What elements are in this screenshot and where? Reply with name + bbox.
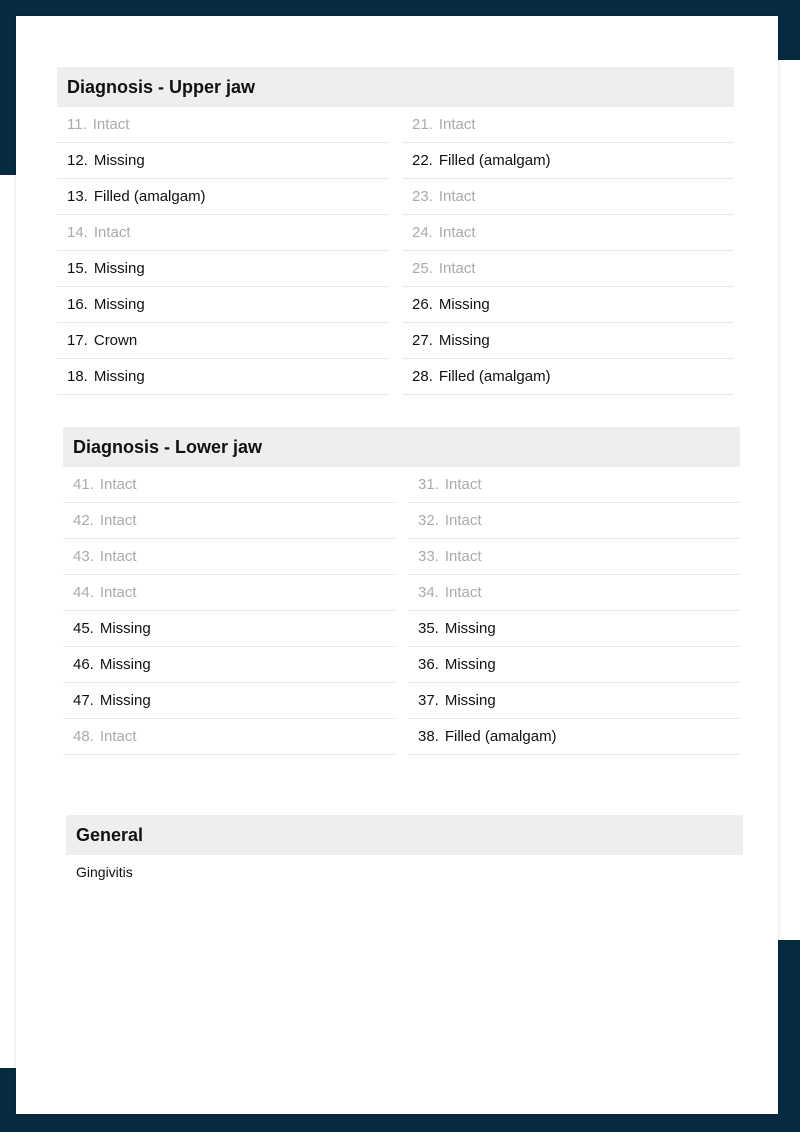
tooth-row xyxy=(57,251,389,287)
tooth-row xyxy=(57,179,389,215)
tooth-status: Missing xyxy=(444,656,496,673)
tooth-number: 43. xyxy=(73,548,94,565)
tooth-row xyxy=(402,215,734,251)
tooth-row xyxy=(402,179,734,215)
tooth-row xyxy=(63,611,395,647)
lower-jaw-title: Diagnosis - Lower jaw xyxy=(63,427,740,467)
tooth-number: 24. xyxy=(412,224,433,241)
tooth-number: 12. xyxy=(67,152,88,169)
tooth-number: 23. xyxy=(412,188,433,205)
tooth-row xyxy=(63,719,395,755)
tooth-number: 17. xyxy=(67,332,88,349)
tooth-status: Intact xyxy=(438,188,476,205)
tooth-row xyxy=(63,683,395,719)
tooth-row xyxy=(408,611,740,647)
tooth-row xyxy=(402,143,734,179)
tooth-number: 37. xyxy=(418,692,439,709)
tooth-status: Intact xyxy=(444,548,482,565)
tooth-row xyxy=(402,107,734,143)
tooth-row xyxy=(408,683,740,719)
tooth-row xyxy=(408,575,740,611)
tooth-number: 44. xyxy=(73,584,94,601)
tooth-row xyxy=(63,539,395,575)
tooth-row xyxy=(408,503,740,539)
tooth-row xyxy=(63,575,395,611)
tooth-row xyxy=(57,215,389,251)
tooth-number: 22. xyxy=(412,152,433,169)
background-right-bottom-band xyxy=(778,940,800,1132)
tooth-status: Intact xyxy=(99,728,137,745)
tooth-row xyxy=(57,143,389,179)
tooth-number: 36. xyxy=(418,656,439,673)
tooth-row xyxy=(57,287,389,323)
tooth-status: Intact xyxy=(93,224,131,241)
tooth-status: Missing xyxy=(444,692,496,709)
upper-jaw-section xyxy=(57,67,734,395)
tooth-status: Intact xyxy=(444,584,482,601)
tooth-status: Intact xyxy=(444,476,482,493)
tooth-number: 32. xyxy=(418,512,439,529)
tooth-status: Intact xyxy=(444,512,482,529)
tooth-number: 28. xyxy=(412,368,433,385)
tooth-number: 13. xyxy=(67,188,88,205)
tooth-number: 46. xyxy=(73,656,94,673)
upper-jaw-left-column xyxy=(57,107,389,395)
tooth-row xyxy=(402,287,734,323)
tooth-row xyxy=(402,251,734,287)
tooth-row xyxy=(408,539,740,575)
tooth-row xyxy=(408,647,740,683)
tooth-status: Filled (amalgam) xyxy=(438,368,551,385)
tooth-number: 21. xyxy=(412,116,433,133)
tooth-status: Crown xyxy=(93,332,138,349)
tooth-row xyxy=(408,719,740,755)
tooth-number: 42. xyxy=(73,512,94,529)
tooth-number: 14. xyxy=(67,224,88,241)
tooth-number: 11. xyxy=(67,116,87,133)
lower-jaw-section xyxy=(63,427,740,755)
tooth-status: Intact xyxy=(438,116,476,133)
tooth-status: Intact xyxy=(99,512,137,529)
tooth-status: Filled (amalgam) xyxy=(438,152,551,169)
background-right-band xyxy=(778,0,800,48)
tooth-row xyxy=(402,323,734,359)
tooth-number: 38. xyxy=(418,728,439,745)
tooth-number: 33. xyxy=(418,548,439,565)
tooth-status: Intact xyxy=(92,116,130,133)
general-title: General xyxy=(66,815,743,855)
tooth-number: 48. xyxy=(73,728,94,745)
tooth-status: Intact xyxy=(438,260,476,277)
tooth-row xyxy=(63,503,395,539)
tooth-status: Missing xyxy=(93,260,145,277)
tooth-status: Intact xyxy=(438,224,476,241)
tooth-number: 35. xyxy=(418,620,439,637)
tooth-number: 26. xyxy=(412,296,433,313)
tooth-number: 25. xyxy=(412,260,433,277)
tooth-status: Missing xyxy=(99,620,151,637)
tooth-row xyxy=(408,467,740,503)
tooth-row xyxy=(57,359,389,395)
tooth-number: 31. xyxy=(418,476,439,493)
tooth-status: Filled (amalgam) xyxy=(93,188,206,205)
tooth-row xyxy=(63,647,395,683)
tooth-status: Missing xyxy=(93,368,145,385)
tooth-status: Missing xyxy=(438,332,490,349)
tooth-status: Missing xyxy=(444,620,496,637)
tooth-number: 18. xyxy=(67,368,88,385)
tooth-number: 47. xyxy=(73,692,94,709)
lower-jaw-right-column xyxy=(408,467,740,755)
tooth-status: Intact xyxy=(99,476,137,493)
tooth-number: 27. xyxy=(412,332,433,349)
tooth-number: 15. xyxy=(67,260,88,277)
general-note: Gingivitis xyxy=(76,864,133,880)
tooth-status: Filled (amalgam) xyxy=(444,728,557,745)
tooth-row xyxy=(402,359,734,395)
tooth-status: Intact xyxy=(99,584,137,601)
tooth-number: 41. xyxy=(73,476,94,493)
tooth-status: Intact xyxy=(99,548,137,565)
tooth-row xyxy=(57,107,389,143)
tooth-status: Missing xyxy=(99,656,151,673)
tooth-status: Missing xyxy=(99,692,151,709)
tooth-status: Missing xyxy=(438,296,490,313)
background-left-band xyxy=(0,0,16,175)
tooth-status: Missing xyxy=(93,152,145,169)
tooth-row xyxy=(63,467,395,503)
tooth-row xyxy=(57,323,389,359)
upper-jaw-right-column xyxy=(402,107,734,395)
tooth-number: 16. xyxy=(67,296,88,313)
tooth-number: 34. xyxy=(418,584,439,601)
general-section xyxy=(66,815,743,880)
tooth-number: 45. xyxy=(73,620,94,637)
lower-jaw-left-column xyxy=(63,467,395,755)
upper-jaw-title: Diagnosis - Upper jaw xyxy=(57,67,734,107)
tooth-status: Missing xyxy=(93,296,145,313)
